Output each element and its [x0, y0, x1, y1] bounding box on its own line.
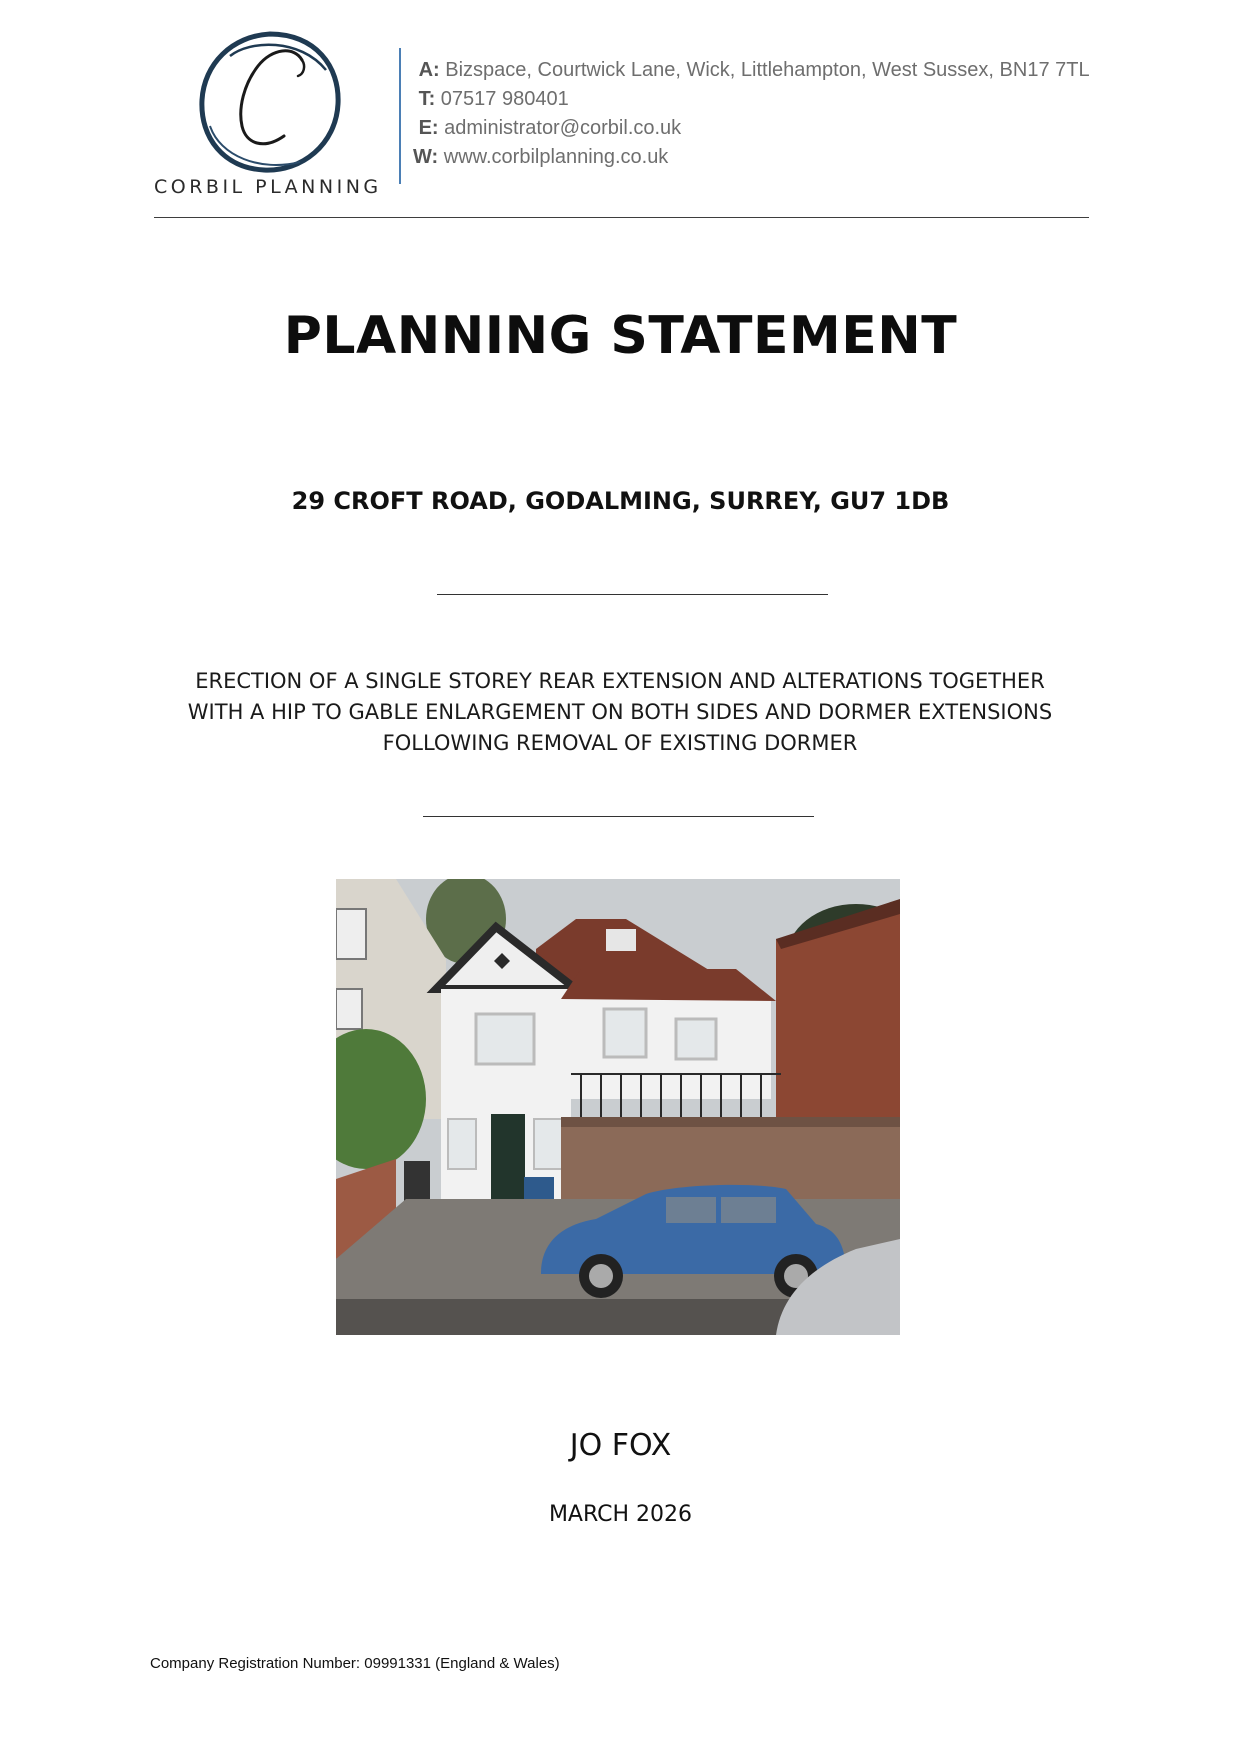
logo-wordmark: CORBIL PLANNING [154, 176, 382, 198]
site-address: 29 CROFT ROAD, GODALMING, SURREY, GU7 1DB [291, 487, 950, 515]
section-divider [437, 594, 828, 595]
proposal-description [140, 666, 1100, 759]
contact-website[interactable]: W: www.corbilplanning.co.uk [413, 146, 669, 168]
description-line: FOLLOWING REMOVAL OF EXISTING DORMER [382, 731, 858, 755]
header-divider [399, 48, 401, 184]
description-line: ERECTION OF A SINGLE STOREY REAR EXTENSION AND ALTERATIONS TOGETHER [195, 669, 1045, 693]
author-name: JO FOX [569, 1428, 672, 1463]
section-divider [423, 816, 814, 817]
description-line: WITH A HIP TO GABLE ENLARGEMENT ON BOTH SIDES AND DORMER EXTENSIONS [187, 700, 1053, 724]
contact-phone: T: 07517 980401 [418, 88, 569, 110]
document-title: PLANNING STATEMENT [283, 306, 958, 366]
logo-c-emblem-icon [190, 26, 350, 176]
contact-email[interactable]: E: administrator@corbil.co.uk [418, 117, 682, 139]
property-photo [336, 879, 900, 1335]
document-date: MARCH 2026 [548, 1502, 693, 1527]
company-registration: Company Registration Number: 09991331 (England & Wales) [150, 1655, 560, 1672]
company-logo [150, 26, 400, 206]
header-rule [154, 217, 1089, 218]
contact-block [413, 56, 1090, 172]
contact-address: A: Bizspace, Courtwick Lane, Wick, Littlehampton, West Sussex, BN17 7TL [418, 59, 1090, 81]
